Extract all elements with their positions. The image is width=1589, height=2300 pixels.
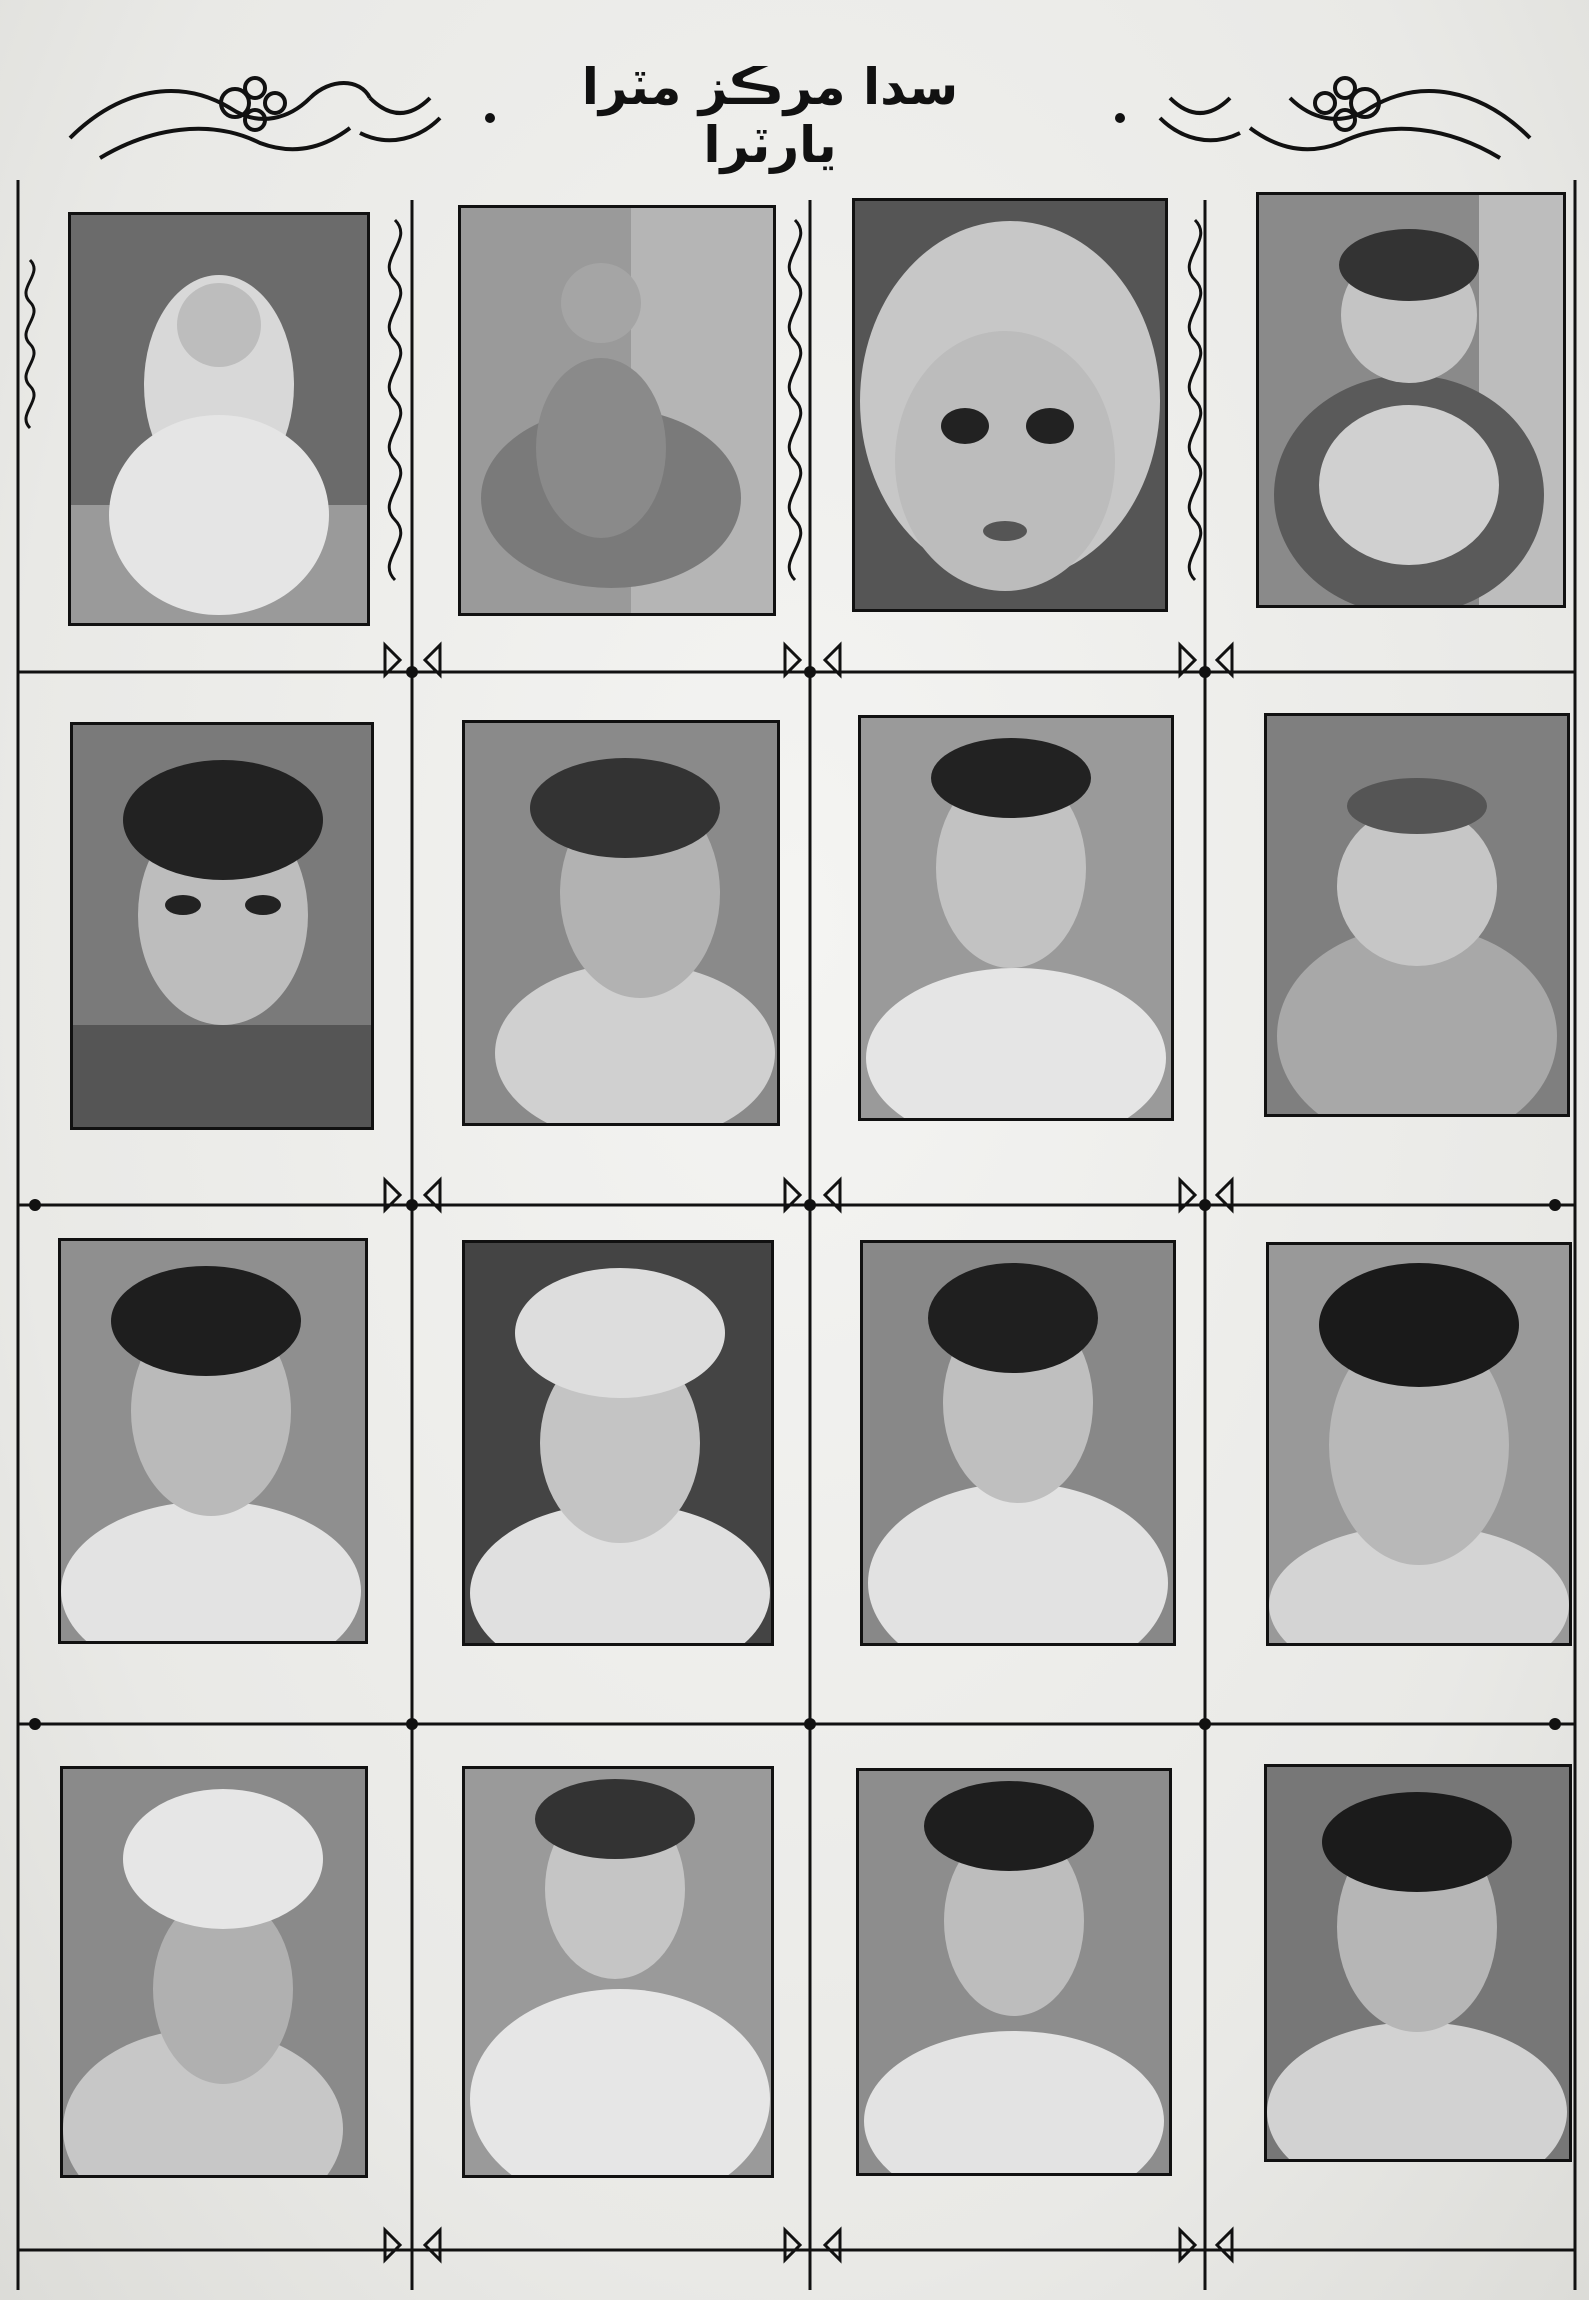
- child-photo: [462, 1766, 774, 2178]
- child-photo: [70, 722, 374, 1130]
- child-photo: [462, 1240, 774, 1646]
- child-photo: [860, 1240, 1176, 1646]
- child-photo: [68, 212, 370, 626]
- child-photo: [458, 205, 776, 616]
- child-photo: [1256, 192, 1566, 608]
- child-photo: [58, 1238, 368, 1644]
- child-photo: [60, 1766, 368, 2178]
- child-photo: [1266, 1242, 1572, 1646]
- child-photo: [852, 198, 1168, 612]
- page-title: سدا مرڪز مٽرا يارٽرا: [581, 58, 959, 174]
- child-photo: [856, 1768, 1172, 2176]
- page-header: [60, 48, 1540, 174]
- child-photo: [462, 720, 780, 1126]
- child-photo: [1264, 713, 1570, 1117]
- child-photo: [1264, 1764, 1572, 2162]
- child-photo: [858, 715, 1174, 1121]
